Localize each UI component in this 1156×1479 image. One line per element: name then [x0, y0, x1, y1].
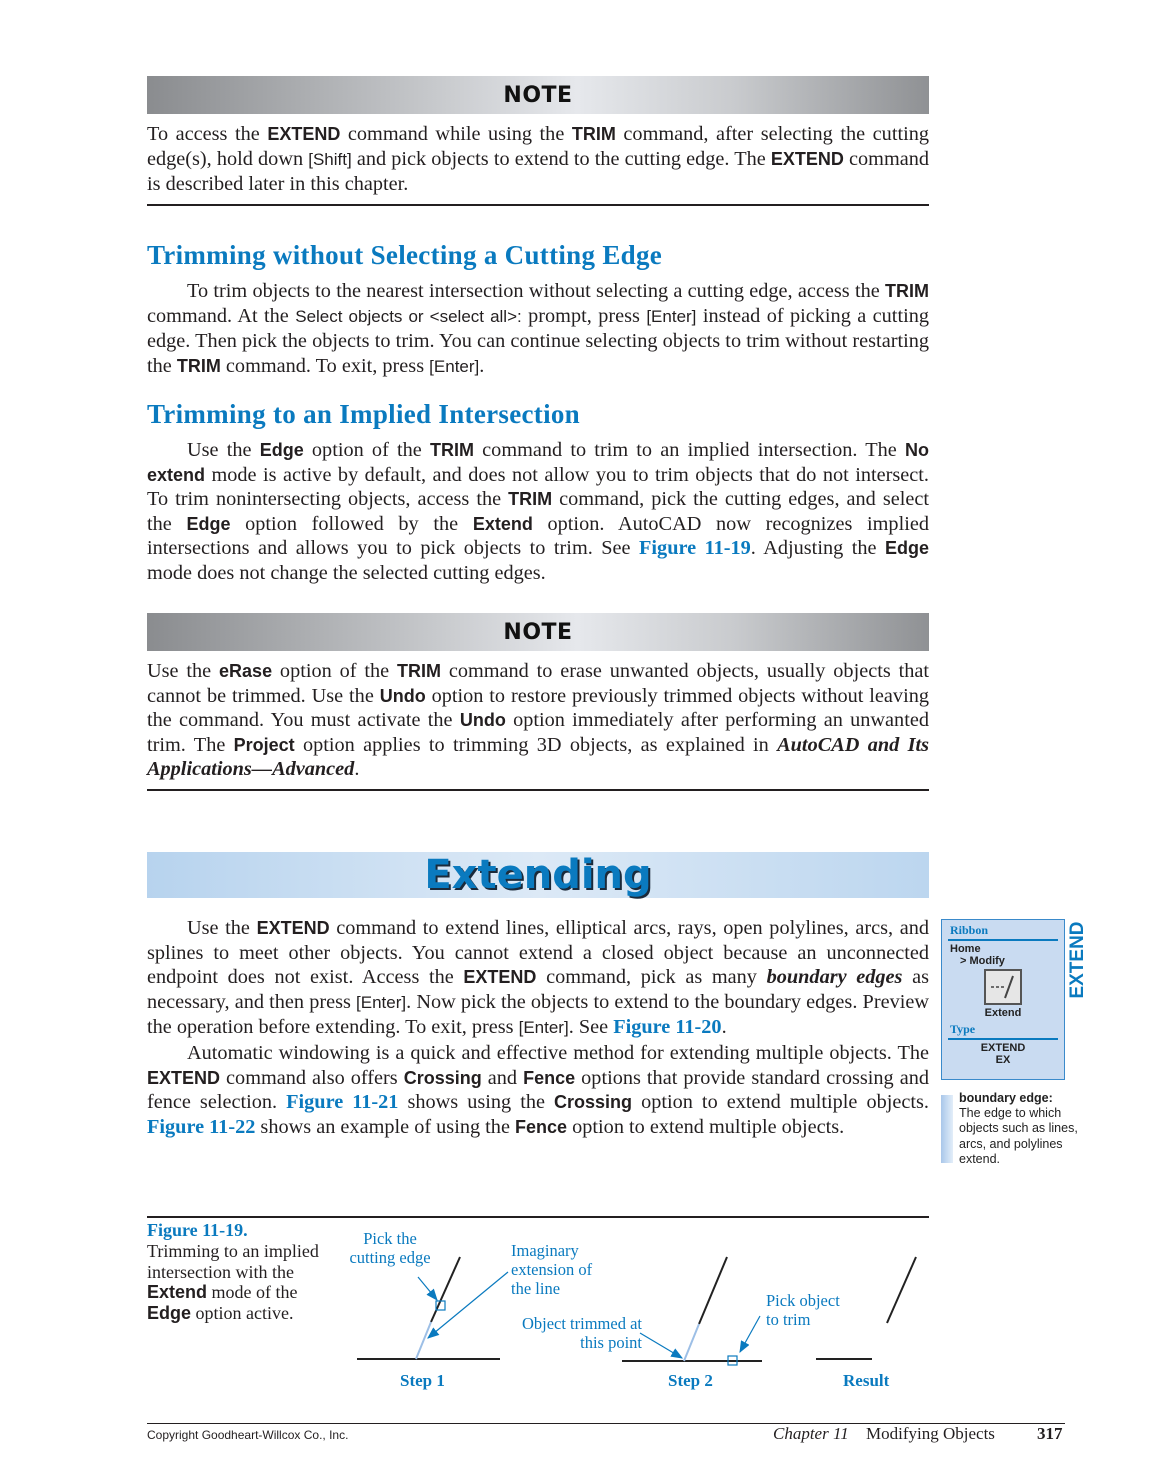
callout-pick-cutting-edge: Pick the cutting edge: [349, 1229, 431, 1267]
step2-object-line: [699, 1257, 727, 1324]
command-term: Edge: [884, 538, 929, 559]
key-or-prompt: [Enter]: [429, 356, 480, 376]
glossary-definition: The edge to which objects such as lines, arcs, and polylines extend.: [959, 1106, 1078, 1166]
text-run: prompt, press: [521, 304, 647, 327]
text-run: option to extend multiple objects.: [632, 1091, 929, 1114]
text-run: options that provide standard crossing and fence selection.: [147, 1066, 929, 1114]
figure-link[interactable]: Figure 11-21: [286, 1091, 399, 1114]
command-term: Extend: [472, 513, 533, 534]
command-term: TRIM: [396, 661, 441, 681]
arrow: [740, 1316, 760, 1352]
text-run: . See: [568, 1016, 614, 1039]
note-header: NOTE: [147, 613, 929, 651]
text-run: . Adjusting the: [750, 537, 885, 560]
command-term: Edge: [259, 440, 304, 460]
ribbon-panel: > Modify: [960, 955, 1005, 967]
command-term: TRIM: [508, 489, 553, 510]
step2-label: Step 2: [668, 1371, 713, 1390]
text-run: command, pick as many: [536, 966, 767, 989]
text-run: option to restore previously trimmed objects without leaving the command. You must activate the: [147, 684, 929, 732]
text-run: shows using the: [398, 1091, 555, 1114]
command-term: TRIM: [885, 281, 929, 301]
text-run: shows an example of using the: [255, 1115, 516, 1138]
command-term: Edge: [147, 1303, 192, 1324]
text-run: command is described later in this chapter.: [147, 147, 929, 196]
text-run: option to extend multiple objects.: [567, 1115, 845, 1138]
text-run: command, after selecting the cutting edge(s), hold down: [147, 123, 929, 170]
command-term: Fence: [515, 1116, 568, 1137]
text-run: .: [354, 758, 360, 781]
text-run: . Now pick the objects to extend to the boundary edges. Preview the operation before extending. To exit, press: [147, 990, 929, 1039]
figure-link[interactable]: Figure 11-19: [639, 537, 751, 560]
page-footer: [147, 1423, 1065, 1443]
text-run: option immediately after performing an unwanted trim. The: [147, 709, 929, 756]
text-run: command. To exit, press: [220, 354, 430, 377]
text-run: Trimming to an implied intersection with the: [147, 1240, 319, 1282]
command-name: EXTEND: [980, 1042, 1026, 1054]
figure-number: Figure 11-19.: [147, 1220, 248, 1240]
text-run: .: [721, 1016, 727, 1039]
callout-pick-object: Pick object to trim: [766, 1291, 840, 1329]
result-object-line: [887, 1257, 916, 1323]
emphasis: boundary edges: [766, 966, 903, 989]
arrow: [418, 1277, 437, 1300]
ribbon-tab: Home: [950, 943, 981, 955]
text-run: .: [479, 354, 485, 377]
text-run: option applies to trimming 3D objects, as explained in: [294, 733, 778, 756]
text-run: and: [481, 1066, 524, 1089]
command-term: eRase: [219, 661, 273, 681]
margin-command-label: EXTEND: [1067, 921, 1088, 999]
text-run: command, pick the cutting edges, and select the: [147, 488, 929, 535]
chapter-title: Modifying Objects: [866, 1424, 995, 1443]
text-run: option of the: [303, 439, 430, 461]
command-term: EXTEND: [267, 124, 341, 144]
key-or-prompt: Select objects or <select all>:: [295, 306, 522, 326]
callout-object-trimmed: Object trimmed at this point: [521, 1314, 642, 1352]
copyright: Copyright Goodheart-Willcox Co., Inc.: [147, 1428, 349, 1442]
text-run: as necessary, and then press: [147, 966, 929, 1013]
banner-title: Extending: [424, 852, 652, 898]
key-or-prompt: [Enter]: [356, 992, 407, 1012]
text-run: Use the: [187, 917, 257, 939]
text-run: mode is active by default, and does not allow you to trim objects that do not intersect. To trim nonintersecting objects, access the: [147, 463, 929, 511]
callout-imaginary-extension: Imaginary extension of the line: [511, 1241, 593, 1298]
chapter-number: Chapter 11: [773, 1424, 849, 1443]
result-label: Result: [843, 1371, 890, 1390]
command-term: Project: [233, 734, 295, 755]
text-run: command to extend lines, elliptical arcs, rays, open polylines, arcs, and splines to meet other objects. You cannot extend a closed object because an unconnected endpoint does not exist. Access the: [147, 917, 929, 989]
page-number: 317: [1037, 1424, 1063, 1443]
command-term: Undo: [379, 685, 426, 706]
emphasis: AutoCAD and Its Applications—Advanced: [147, 733, 930, 781]
text-run: Automatic windowing is a quick and effective method for extending multiple objects. The: [187, 1041, 929, 1064]
step1-imaginary-extension: [416, 1322, 431, 1359]
command-term: No extend: [147, 440, 929, 485]
command-term: TRIM: [429, 440, 474, 460]
text-run: To trim objects to the nearest intersection without selecting a cutting edge, access the: [187, 280, 885, 302]
command-term: EXTEND: [770, 148, 844, 169]
command-term: Crossing: [554, 1092, 633, 1113]
command-term: Undo: [459, 710, 506, 731]
command-alias: EX: [995, 1054, 1011, 1066]
command-term: EXTEND: [256, 918, 330, 938]
key-or-prompt: [Enter]: [518, 1018, 569, 1038]
text-run: To access the: [147, 123, 268, 145]
type-label: Type: [950, 1022, 976, 1036]
text-run: command while using the: [340, 123, 572, 145]
text-run: mode of the: [207, 1282, 298, 1303]
text-run: option followed by the: [230, 512, 473, 535]
text-run: mode does not change the selected cutting edges.: [147, 561, 546, 584]
text-run: instead of picking a cutting edge. Then pick the objects to trim. You can continue selecting objects to trim without restarting the: [147, 304, 929, 377]
command-term: TRIM: [176, 355, 221, 376]
text-run: command to erase unwanted objects, usually objects that cannot be trimmed. Use the: [147, 660, 929, 707]
command-term: EXTEND: [463, 967, 537, 988]
figure-link[interactable]: Figure 11-22: [147, 1115, 256, 1138]
text-run: Use the: [187, 439, 260, 461]
text-run: option active.: [191, 1303, 294, 1324]
text-run: option. AutoCAD now recognizes implied intersections and allows you to pick objects to trim. See: [147, 512, 929, 560]
text-run: command to trim to an implied intersection. The: [473, 439, 905, 461]
key-or-prompt: [Shift]: [308, 149, 352, 169]
command-term: Edge: [186, 513, 231, 534]
glossary-term: boundary edge:: [959, 1091, 1053, 1105]
note-header: NOTE: [147, 76, 929, 114]
extend-button-label: Extend: [984, 1007, 1022, 1019]
command-term: Crossing: [403, 1067, 482, 1088]
section-heading: Trimming without Selecting a Cutting Edge: [147, 240, 663, 270]
text-run: command also offers: [220, 1066, 404, 1089]
ribbon-label: Ribbon: [950, 923, 989, 937]
command-term: Extend: [147, 1282, 208, 1303]
command-term: TRIM: [571, 124, 616, 144]
text-run: option of the: [272, 660, 397, 682]
arrow: [640, 1333, 682, 1358]
arrow: [428, 1272, 508, 1338]
text-run: Use the: [147, 660, 220, 682]
step1-label: Step 1: [400, 1371, 445, 1390]
step2-extension: [684, 1324, 699, 1361]
figure-link[interactable]: Figure 11-20: [613, 1016, 722, 1039]
text-run: command. At the: [147, 304, 296, 327]
command-term: EXTEND: [147, 1067, 221, 1088]
section-heading: Trimming to an Implied Intersection: [147, 399, 580, 429]
key-or-prompt: [Enter]: [646, 306, 697, 326]
text-run: and pick objects to extend to the cutting edge. The: [351, 147, 771, 170]
command-term: Fence: [523, 1067, 576, 1088]
